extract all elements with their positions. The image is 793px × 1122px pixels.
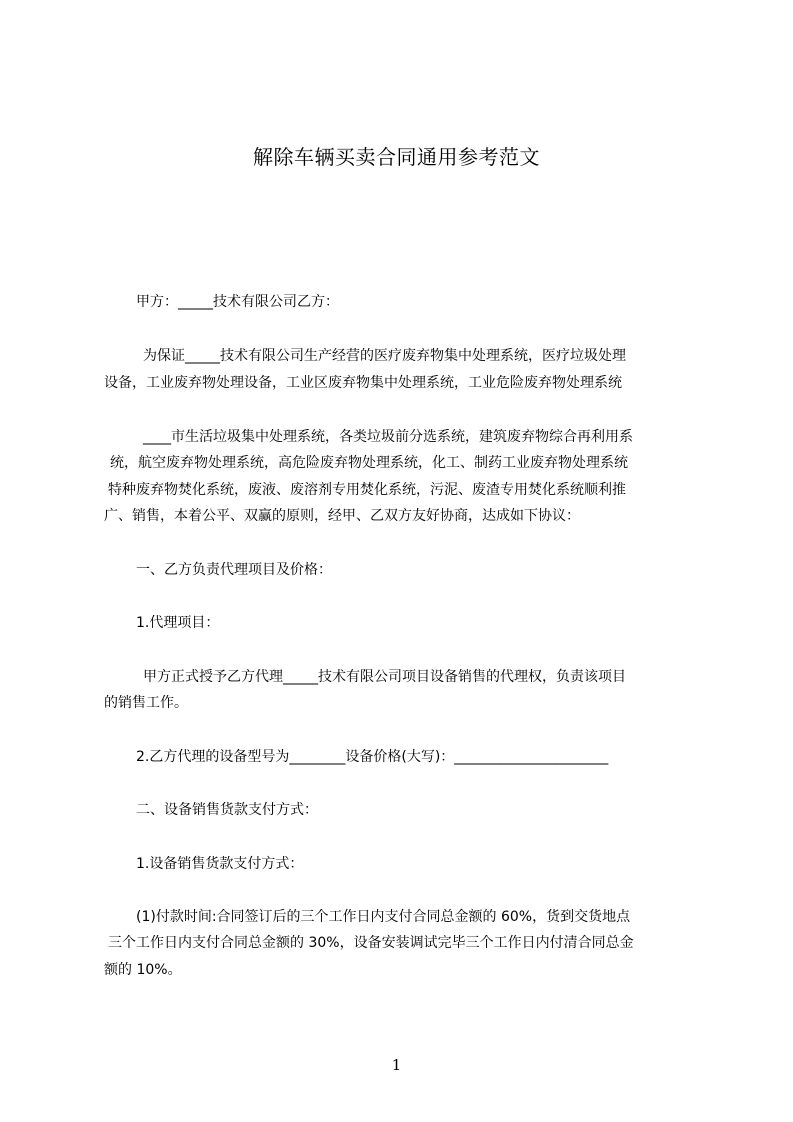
item1-heading: 1.代理项目： xyxy=(136,615,220,631)
item3-heading: 1.设备销售货款支付方式： xyxy=(136,856,304,872)
section2-heading: 二、设备销售货款支付方式： xyxy=(136,802,318,818)
para2-line-3: 特种废弃物焚化系统，废液、废溶剂专用焚化系统，污泥、废渣专用焚化系统顺利推 xyxy=(108,482,626,498)
section1-heading: 一、乙方负责代理项目及价格： xyxy=(136,562,332,578)
para4-line-1: (1)付款时间:合同签订后的三个工作日内支付合同总金额的 60%，货到交货地点 xyxy=(136,909,631,925)
para1-line-2: 设备，工业废弃物处理设备，工业区废弃物集中处理系统，工业危险废弃物处理系统 xyxy=(104,375,622,391)
para2-line-2: 统，航空废弃物处理系统，高危险废弃物处理系统，化工、制药工业废弃物处理系统 xyxy=(110,455,628,471)
parties-line: 甲方：_____技术有限公司乙方： xyxy=(136,294,339,310)
para4-line-3: 额的 10%。 xyxy=(104,962,182,978)
para4-line-2: 三个工作日内支付合同总金额的 30%，设备安装调试完毕三个工作日内付清合同总金 xyxy=(108,935,634,951)
para2-line-1: ____市生活垃圾集中处理系统，各类垃圾前分选系统，建筑废弃物综合再利用系 xyxy=(143,429,633,445)
document-title: 解除车辆买卖合同通用参考范文 xyxy=(253,145,540,169)
para3-line-1: 甲方正式授予乙方代理_____技术有限公司项目设备销售的代理权，负责该项目 xyxy=(143,669,626,685)
page-number: 1 xyxy=(391,1056,402,1074)
item2-line: 2.乙方代理的设备型号为________设备价格(大写)：______________________ xyxy=(136,749,609,765)
para2-line-4: 广、销售，本着公平、双赢的原则，经甲、乙双方友好协商，达成如下协议： xyxy=(104,508,580,524)
para1-line-1: 为保证_____技术有限公司生产经营的医疗废弃物集中处理系统，医疗垃圾处理 xyxy=(143,348,626,364)
para3-line-2: 的销售工作。 xyxy=(104,695,188,711)
